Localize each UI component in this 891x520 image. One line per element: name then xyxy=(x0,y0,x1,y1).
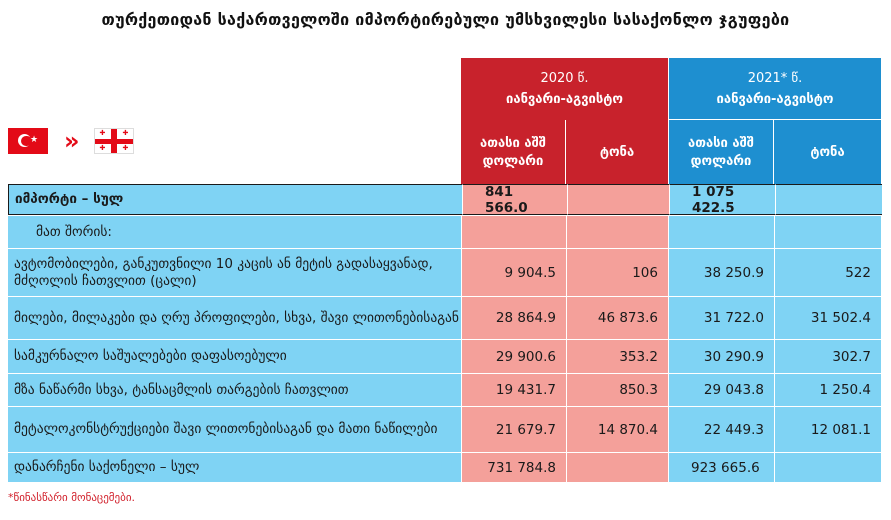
value-2021-tons: 302.7 xyxy=(774,339,881,373)
header-2020-tons-label: ტონა xyxy=(599,144,635,160)
header-2021-usd xyxy=(668,120,774,184)
value-2021-tons xyxy=(774,215,881,248)
page-title: თურქეთიდან საქართველოში იმპორტირებული უმსხვილესი სასაქონლო ჯგუფები xyxy=(101,10,790,29)
header-2020-usd xyxy=(461,120,566,184)
table-row xyxy=(8,184,882,215)
flags-group xyxy=(8,127,134,155)
value-2021-usd: 30 290.9 xyxy=(668,339,774,373)
row-label: მზა ნაწარმი სხვა, ტანსაცმლის თარგების ჩათვლით xyxy=(8,373,461,406)
row-label: მეტალოკონსტრუქციები შავი ლითონებისაგან და მათი ნაწილები xyxy=(8,406,461,452)
header-2020-period xyxy=(461,58,668,121)
header-2020-year: 2020 წ. xyxy=(540,71,589,86)
header-2021-usd-line1: ათასი აშშ xyxy=(688,135,754,151)
value-2020-usd: 731 784.8 xyxy=(461,452,566,482)
value-2021-usd: 29 043.8 xyxy=(668,373,774,406)
header-2020-tons xyxy=(566,120,668,184)
header-2021-usd-line2: დოლარი xyxy=(690,153,752,169)
header-2021-tons xyxy=(774,120,881,184)
table-row xyxy=(8,406,881,452)
header-2020-usd-line2: დოლარი xyxy=(482,153,544,169)
value-2021-tons: 31 502.4 xyxy=(774,296,881,339)
value-2020-tons xyxy=(566,452,668,482)
row-label: იმპორტი – სულ xyxy=(9,184,462,215)
header-2021-tons-label: ტონა xyxy=(810,144,845,160)
value-2021-usd: 38 250.9 xyxy=(668,248,774,296)
row-label: ავტომობილები, განკუთვნილი 10 კაცის ან მეტის გადასაყვანად, მძღოლის ჩათვლით (ცალი) xyxy=(8,248,461,296)
header-2020-months: იანვარი-აგვისტო xyxy=(506,92,623,107)
table-row xyxy=(8,248,881,296)
value-2021-usd: 923 665.6 xyxy=(668,452,774,482)
table-row xyxy=(8,215,881,248)
header-2021-months: იანვარი-აგვისტო xyxy=(716,91,834,107)
value-2020-usd xyxy=(461,215,566,248)
value-2020-usd: 21 679.7 xyxy=(461,406,566,452)
value-2020-usd: 29 900.6 xyxy=(461,339,566,373)
row-label: დანარჩენი საქონელი – სულ xyxy=(8,452,461,482)
table-row xyxy=(8,339,881,373)
value-2020-usd: 9 904.5 xyxy=(461,248,566,296)
value-2021-usd: 1 075 422.5 xyxy=(669,184,775,215)
georgia-flag-icon: ✚ ✚ ✚ ✚ xyxy=(94,128,134,154)
value-2020-usd: 841 566.0 xyxy=(462,184,567,215)
row-label: მათ შორის: xyxy=(8,215,461,248)
table-row xyxy=(8,452,881,482)
value-2020-usd: 28 864.9 xyxy=(461,296,566,339)
value-2020-tons: 46 873.6 xyxy=(566,296,668,339)
value-2020-usd: 19 431.7 xyxy=(461,373,566,406)
value-2020-tons: 353.2 xyxy=(566,339,668,373)
arrow-icon: » xyxy=(64,127,80,155)
value-2021-usd xyxy=(668,215,774,248)
row-label: მილები, მილაკები და ღრუ პროფილები, სხვა, შავი ლითონებისაგან xyxy=(8,296,461,339)
value-2020-tons: 14 870.4 xyxy=(566,406,668,452)
value-2020-tons xyxy=(566,215,668,248)
turkey-flag-icon: ★ xyxy=(8,128,48,154)
value-2021-usd: 22 449.3 xyxy=(668,406,774,452)
value-2021-usd: 31 722.0 xyxy=(668,296,774,339)
value-2020-tons xyxy=(567,184,669,215)
value-2021-tons xyxy=(774,452,881,482)
value-2021-tons: 1 250.4 xyxy=(774,373,881,406)
value-2020-tons: 850.3 xyxy=(566,373,668,406)
value-2020-tons: 106 xyxy=(566,248,668,296)
table-row xyxy=(8,373,881,406)
value-2021-tons: 12 081.1 xyxy=(774,406,881,452)
header-2021-period xyxy=(668,58,881,120)
header-2020-usd-line1: ათასი აშშ xyxy=(480,135,546,151)
row-label: სამკურნალო საშუალებები დაფასოებული xyxy=(8,339,461,373)
value-2021-tons xyxy=(775,184,882,215)
header-2021-year: 2021* წ. xyxy=(747,70,803,86)
footnote: *წინასწარი მონაცემები. xyxy=(8,491,136,504)
value-2021-tons: 522 xyxy=(774,248,881,296)
table-row xyxy=(8,296,881,339)
